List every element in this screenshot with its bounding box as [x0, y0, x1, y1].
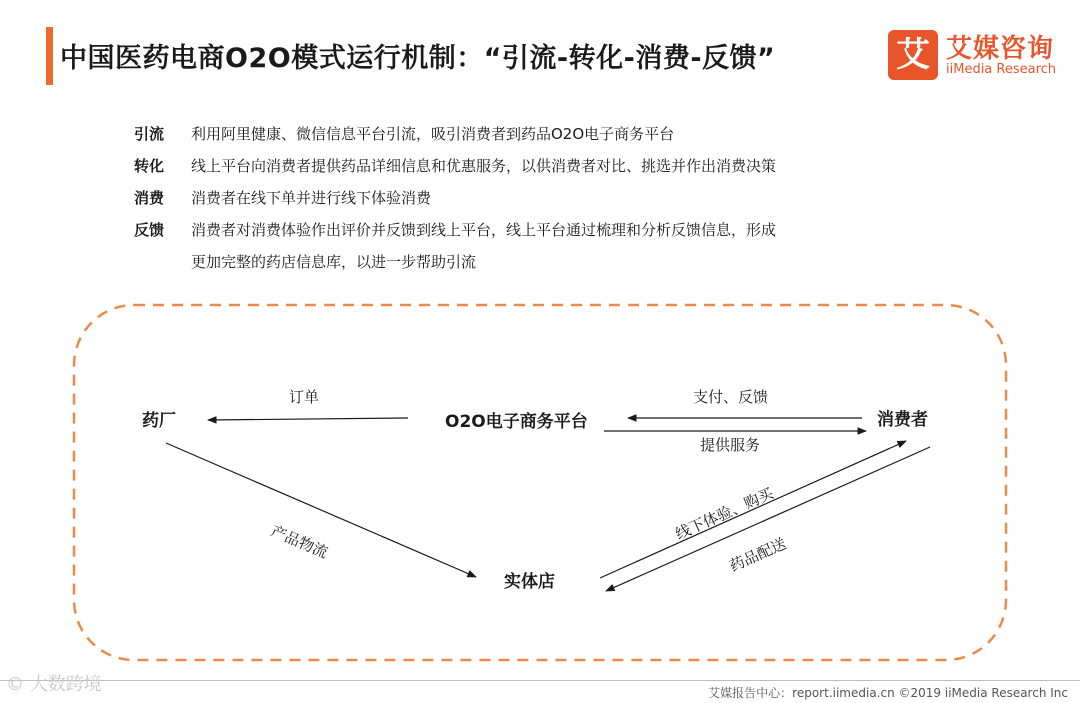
definition-term: 引流 — [134, 125, 165, 143]
definition-term: 反馈 — [134, 221, 165, 239]
definition-text: 消费者对消费体验作出评价并反馈到线上平台，线上平台通过梳理和分析反馈信息，形成 — [191, 221, 777, 239]
definition-text: 线上平台向消费者提供药品详细信息和优惠服务，以供消费者对比、挑选并作出消费决策 — [191, 157, 777, 175]
node-o2o-platform: O2O电子商务平台 — [445, 412, 588, 432]
node-factory: 药厂 — [142, 411, 176, 431]
label-order: 订单 — [289, 388, 320, 406]
page-title: 中国医药电商O2O模式运行机制：“引流-转化-消费-反馈” — [60, 43, 776, 74]
arrow-order — [208, 418, 408, 420]
label-provide-service: 提供服务 — [700, 436, 761, 454]
label-pay-feedback: 支付、反馈 — [693, 388, 769, 406]
node-physical-store: 实体店 — [504, 572, 555, 592]
footer-source: 艾媒报告中心：report.iimedia.cn ©2019 iiMedia Research Inc — [708, 686, 1068, 700]
logo-name-en: iiMedia Research — [946, 62, 1057, 77]
node-consumer: 消费者 — [877, 410, 928, 430]
label-offline-experience: 线下体验、购买 — [672, 484, 777, 544]
definition-text: 更加完整的药店信息库，以进一步帮助引流 — [191, 253, 477, 271]
arrow-delivery — [606, 447, 930, 591]
dashed-border — [74, 305, 1006, 660]
logo-name-cn: 艾媒咨询 — [946, 34, 1055, 64]
logo-mark: 艾 — [888, 30, 938, 80]
watermark: © 大数跨境 — [6, 674, 102, 695]
label-logistics: 产品物流 — [268, 521, 331, 562]
footer-divider — [0, 680, 1080, 681]
label-delivery: 药品配送 — [726, 534, 789, 576]
definition-text: 利用阿里健康、微信信息平台引流，吸引消费者到药品O2O电子商务平台 — [191, 125, 675, 143]
definition-text: 消费者在线下单并进行线下体验消费 — [191, 189, 432, 207]
definition-term: 消费 — [134, 189, 165, 207]
definition-term: 转化 — [134, 157, 165, 175]
